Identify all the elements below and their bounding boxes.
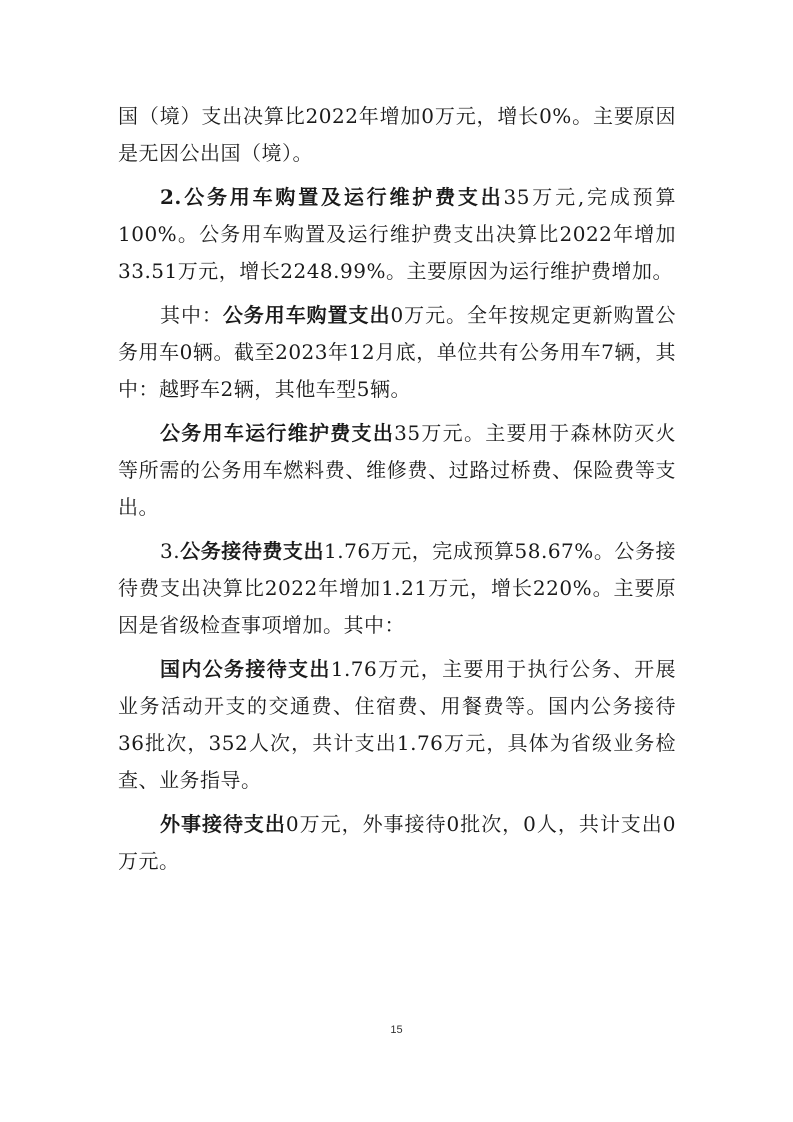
section-heading-vehicle-purchase: 公务用车购置支出 xyxy=(222,303,391,327)
section-heading-vehicle-maintenance: 公务用车运行维护费支出 xyxy=(160,421,395,445)
paragraph-text: 1.76万元，完成预算58.67%。公务接待费支出决算比2022年增加1.21万元，增长220%。主要原因是省级检查事项增加。其中： xyxy=(118,539,677,637)
paragraph-text: 0万元。全年按规定更新购置公务用车0辆。截至2023年12月底，单位共有公务用车7辆，其中：越野车2辆，其他车型5辆。 xyxy=(118,303,677,401)
page-number: 15 xyxy=(390,1024,403,1036)
section-heading-reception: 公务接待费支出 xyxy=(180,539,325,563)
paragraph-text: 1.76万元，主要用于执行公务、开展业务活动开支的交通费、住宿费、用餐费等。国内公务接待36批次，352人次，共计支出1.76万元，具体为省级业务检查、业务指导。 xyxy=(118,657,677,792)
section-heading-domestic-reception: 国内公务接待支出 xyxy=(160,657,331,681)
paragraph-overseas-summary xyxy=(118,98,676,172)
paragraph-domestic-reception xyxy=(118,651,676,799)
paragraph-text: 国（境）支出决算比2022年增加0万元，增长0%。主要原因是无因公出国（境）。 xyxy=(118,104,676,165)
paragraph-text: 35万元。主要用于森林防灭火等所需的公务用车燃料费、维修费、过路过桥费、保险费等支出。 xyxy=(118,421,677,519)
section-heading-vehicle: 2.公务用车购置及运行维护费支出 xyxy=(160,185,504,209)
paragraph-text: 0万元，外事接待0批次，0人，共计支出0万元。 xyxy=(118,812,676,873)
paragraph-reception-expense xyxy=(118,533,676,644)
paragraph-foreign-reception xyxy=(118,806,676,880)
paragraph-vehicle-expense xyxy=(118,179,676,290)
paragraph-prefix: 其中： xyxy=(160,303,223,327)
section-heading-foreign-reception: 外事接待支出 xyxy=(160,812,286,836)
paragraph-text: 35万元,完成预算100%。公务用车购置及运行维护费支出决算比2022年增加33.51万元，增长2248.99%。主要原因为运行维护费增加。 xyxy=(118,185,676,283)
paragraph-vehicle-purchase xyxy=(118,297,676,408)
paragraph-vehicle-maintenance xyxy=(118,415,676,526)
document-body xyxy=(118,98,676,887)
paragraph-prefix: 3. xyxy=(160,539,181,563)
